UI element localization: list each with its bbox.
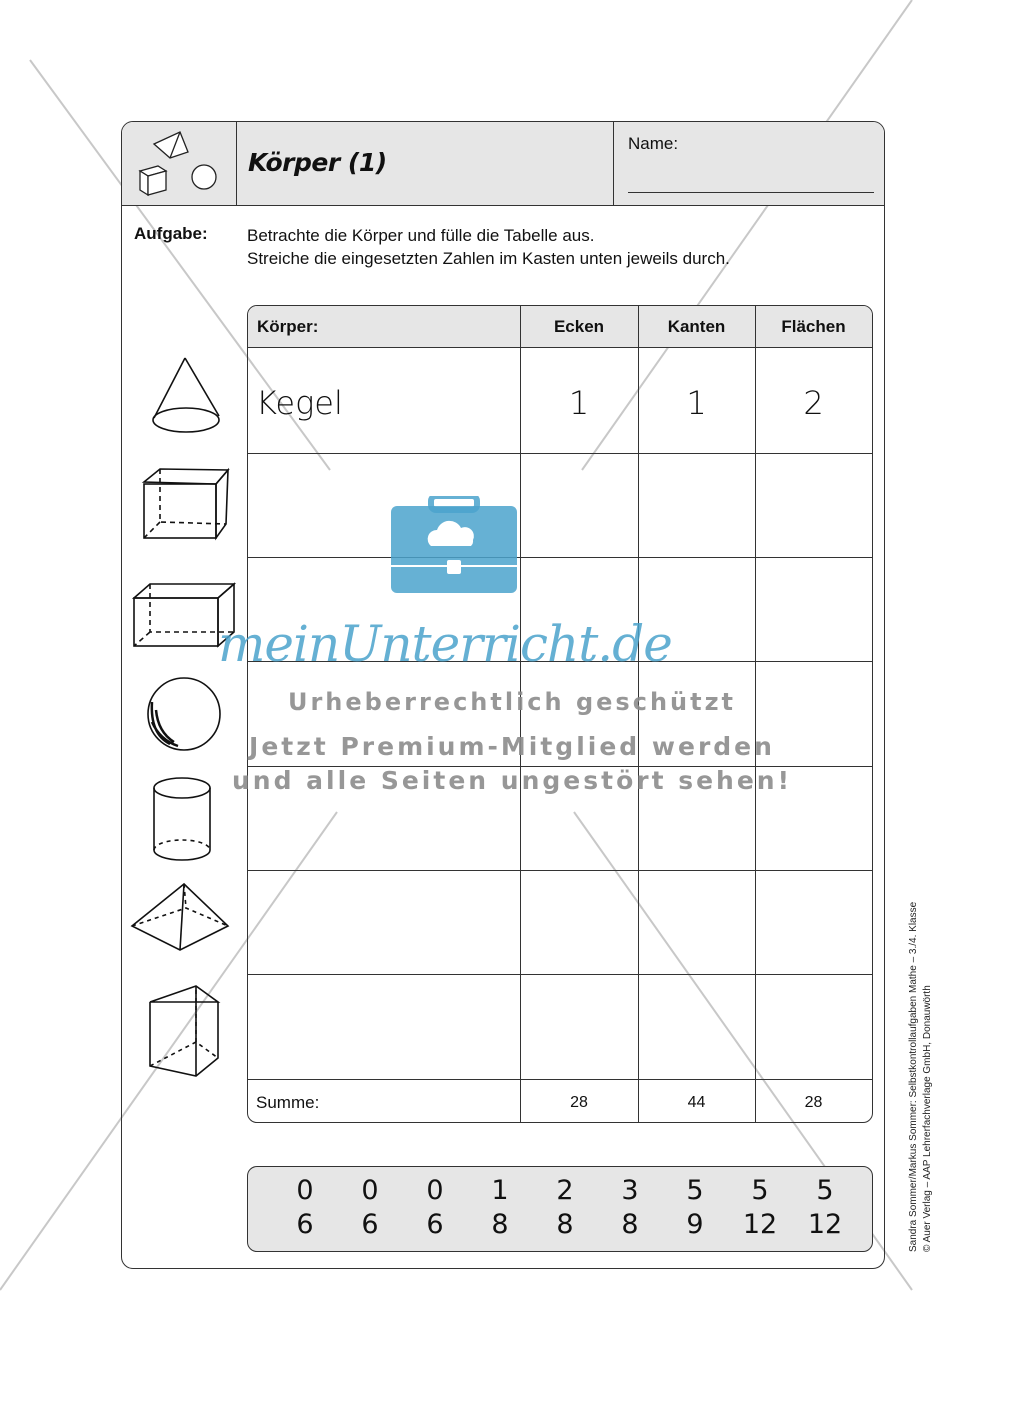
credit-line-2: © Auer Verlag – AAP Lehrerfachverlage GmbH, Donauwörth [922, 985, 933, 1252]
sum-label: Summe: [256, 1093, 320, 1112]
worksheet-header [122, 122, 884, 206]
task-line-1: Betrachte die Körper und fülle die Tabelle aus. [247, 226, 595, 245]
header-shapes-icon [122, 122, 237, 205]
triangular-prism-icon [150, 986, 218, 1076]
cone-icon [153, 358, 219, 432]
watermark-line-2: Jetzt Premium-Mitglied werden [249, 732, 775, 761]
number-item: 8 [491, 1209, 509, 1240]
number-item: 1 [491, 1175, 509, 1206]
shape-drawings [128, 352, 238, 1082]
number-item: 5 [751, 1175, 769, 1206]
row-divider [248, 974, 872, 975]
credit-line-1: Sandra Sommer/Markus Sommer: Selbstkontrollaufgaben Mathe – 3./4. Klasse [908, 901, 919, 1252]
task-label: Aufgabe: [134, 224, 208, 243]
number-item: 3 [621, 1175, 639, 1206]
number-item: 12 [807, 1209, 843, 1240]
example-flaechen-cell: 2 [803, 384, 824, 422]
watermark-brand: meinUnterricht.de [218, 615, 672, 673]
example-name-cell: Kegel [256, 384, 343, 422]
sum-kanten: 44 [687, 1094, 706, 1111]
example-kanten-cell: 1 [686, 384, 707, 422]
sum-flaechen: 28 [804, 1094, 823, 1111]
watermark-line-1: Urheberrechtlich geschützt [287, 688, 737, 716]
header-kanten: Kanten [667, 317, 726, 336]
number-item: 5 [816, 1175, 834, 1206]
task-instructions [247, 224, 730, 270]
worksheet-title: Körper (1) [248, 148, 387, 177]
example-ecken-cell: 1 [568, 384, 590, 422]
number-item: 8 [556, 1209, 574, 1240]
number-item: 0 [296, 1175, 314, 1206]
publisher-credit [907, 902, 935, 1252]
number-item: 5 [686, 1175, 704, 1206]
sum-ecken: 28 [570, 1094, 588, 1111]
row-divider [248, 453, 872, 454]
number-item: 2 [556, 1175, 574, 1206]
number-item: 6 [296, 1209, 314, 1240]
number-item: 6 [426, 1209, 444, 1240]
name-field-area [613, 122, 886, 205]
row-divider [248, 557, 872, 558]
task-line-2: Streiche die eingesetzten Zahlen im Kasten unten jeweils durch. [247, 249, 730, 268]
number-item: 0 [426, 1175, 444, 1206]
header-flaechen: Flächen [781, 317, 846, 336]
number-item: 12 [742, 1209, 778, 1240]
watermark-line-3: und alle Seiten ungestört sehen! [231, 766, 793, 795]
name-write-line[interactable] [628, 192, 874, 193]
header-ecken: Ecken [553, 317, 605, 336]
name-label: Name: [628, 134, 679, 153]
number-item: 8 [621, 1209, 639, 1240]
number-item: 6 [361, 1209, 379, 1240]
row-divider [248, 1079, 872, 1080]
briefcase-cloud-icon [391, 496, 517, 593]
header-koerper: Körper: [257, 317, 319, 336]
number-item: 9 [686, 1209, 704, 1240]
number-item: 0 [361, 1175, 379, 1206]
cube-icon [144, 469, 228, 538]
square-pyramid-icon [132, 884, 228, 950]
row-divider [248, 870, 872, 871]
number-box [247, 1166, 873, 1252]
